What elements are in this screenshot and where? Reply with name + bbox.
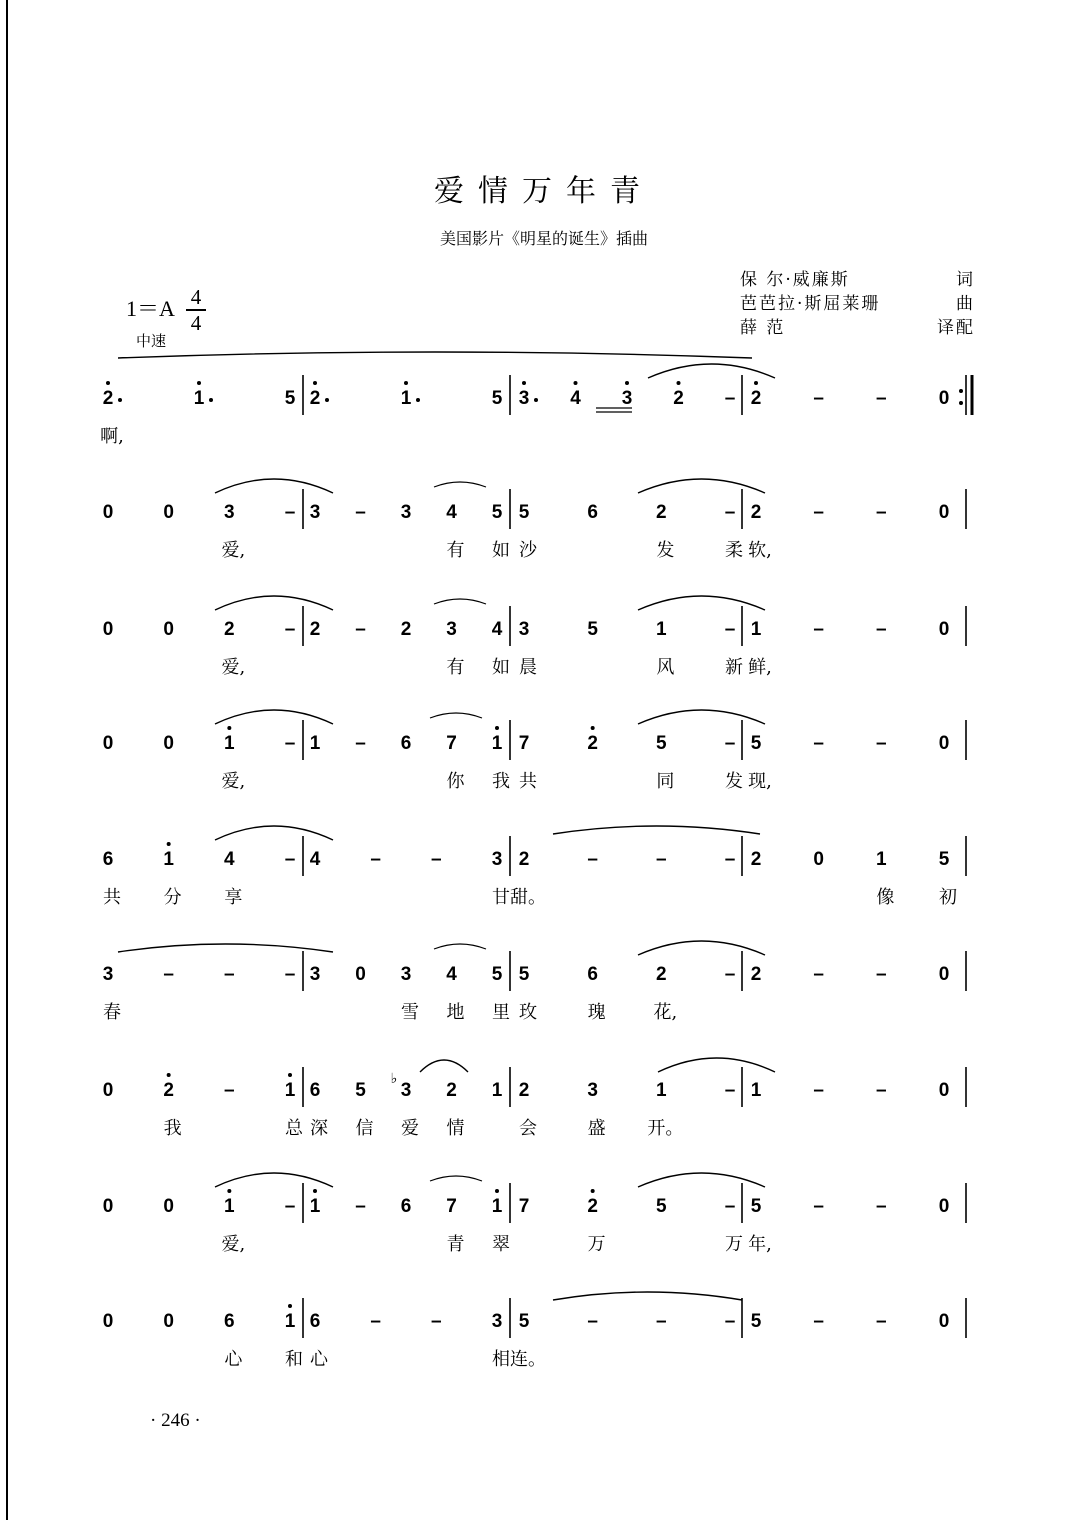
dash-note: – (370, 1311, 381, 1332)
note-digit: 5 (587, 619, 598, 640)
note-digit: 1 (750, 1080, 762, 1101)
note-digit: 0 (938, 1080, 950, 1101)
note-digit: 2 (518, 849, 530, 870)
note-digit: 0 (102, 1080, 114, 1101)
note-digit: 5 (284, 388, 296, 409)
octave-dot (106, 381, 110, 385)
note-digit: 0 (938, 388, 950, 409)
note-digit: 4 (491, 619, 503, 640)
slur-tie (118, 944, 333, 952)
note-digit: 7 (518, 733, 530, 754)
lyric-syllable: 翠 (492, 1234, 510, 1255)
dash-note: – (284, 849, 296, 870)
note-digit: 7 (446, 1196, 457, 1217)
note-digit: 2 (309, 388, 321, 409)
dash-note: – (724, 964, 736, 985)
octave-dot (288, 1073, 292, 1077)
credit-name: 薛 范 (740, 318, 786, 338)
lyric-syllable: 深 (310, 1118, 328, 1139)
octave-dot (677, 381, 681, 385)
note-digit: 2 (587, 733, 598, 754)
dash-note: – (355, 733, 366, 754)
octave-dot (227, 1189, 231, 1193)
triplet-arc (434, 482, 486, 487)
note-digit: 5 (938, 849, 950, 870)
note-digit: 4 (446, 502, 457, 523)
note-digit: 0 (938, 964, 950, 985)
note-digit: 1 (491, 733, 503, 754)
note-digit: 0 (163, 1311, 174, 1332)
note-digit: 3 (518, 388, 530, 409)
note-digit: 4 (309, 849, 321, 870)
note-digit: 1 (750, 619, 762, 640)
note-digit: 1 (309, 1196, 321, 1217)
lyric-syllable: 情 (446, 1118, 465, 1139)
octave-dot (197, 381, 201, 385)
lyric-syllable: 万 (587, 1234, 606, 1255)
note-digit: 1 (284, 1311, 296, 1332)
note-digit: 7 (446, 733, 457, 754)
note-digit: 3 (587, 1080, 598, 1101)
note-digit: 2 (224, 619, 235, 640)
tempo-marking: 中速 (136, 332, 167, 350)
lyric-syllable: 有 (446, 540, 465, 561)
dash-note: – (724, 849, 736, 870)
note-digit: 0 (102, 1311, 114, 1332)
slur-tie (215, 710, 333, 724)
dash-note: – (355, 1196, 366, 1217)
duration-dot (325, 398, 329, 402)
note-digit: 0 (163, 619, 174, 640)
note-digit: 1 (400, 388, 412, 409)
slur-tie (638, 1173, 765, 1187)
lyric-syllable: 万 (725, 1234, 743, 1255)
duration-dot (416, 398, 420, 402)
dash-note: – (813, 502, 824, 523)
lyric-syllable: 像 (876, 887, 895, 908)
dash-note: – (355, 502, 366, 523)
note-digit: 3 (400, 964, 412, 985)
lyric-syllable: 同 (656, 771, 675, 792)
note-digit: 0 (355, 964, 366, 985)
dash-note: – (224, 1080, 235, 1101)
lyric-syllable: 爱, (221, 1234, 246, 1255)
dash-note: – (724, 1311, 736, 1332)
note-digit: 2 (102, 388, 114, 409)
note-digit: 5 (491, 964, 503, 985)
octave-dot (404, 381, 408, 385)
credit-name: 芭芭拉·斯屈莱珊 (740, 294, 881, 314)
note-digit: 1 (224, 733, 235, 754)
note-digit: 2 (518, 1080, 530, 1101)
dash-note: – (724, 1080, 736, 1101)
lyric-syllable: 发 (725, 771, 743, 792)
lyric-syllable: 发 (656, 540, 675, 561)
lyric-syllable: 和 (285, 1349, 303, 1370)
lyric-syllable: 青 (446, 1234, 465, 1255)
dash-note: – (284, 964, 296, 985)
note-digit: 3 (309, 964, 321, 985)
note-digit: 2 (163, 1080, 174, 1101)
dash-note: – (724, 388, 736, 409)
slur-tie (215, 1173, 333, 1187)
dash-note: – (284, 733, 296, 754)
lyric-syllable: 我 (163, 1118, 182, 1139)
lyric-syllable: 爱, (221, 771, 246, 792)
octave-dot (167, 1073, 171, 1077)
time-signature-bottom: 4 (190, 310, 202, 335)
note-digit: 3 (309, 502, 321, 523)
note-digit: 5 (491, 388, 503, 409)
note-digit: 0 (102, 733, 114, 754)
page-number: · 246 · (150, 1410, 201, 1431)
lyric-syllable: 相 (492, 1349, 510, 1370)
note-digit: 2 (309, 619, 321, 640)
note-digit: 2 (750, 964, 762, 985)
note-digit: 3 (400, 502, 412, 523)
note-digit: 5 (750, 1311, 762, 1332)
lyric-syllable: 信 (355, 1118, 374, 1139)
lyric-syllable: 爱, (221, 540, 246, 561)
note-digit: 1 (224, 1196, 235, 1217)
lyric-syllable: 甜。 (510, 887, 546, 908)
octave-dot (288, 1304, 292, 1308)
dash-note: – (587, 849, 598, 870)
dash-note: – (813, 388, 824, 409)
lyric-syllable: 会 (519, 1118, 537, 1139)
lyric-syllable: 鲜, (748, 657, 772, 678)
octave-dot (495, 726, 499, 730)
note-digit: 0 (938, 1196, 950, 1217)
note-digit: 3 (400, 1080, 412, 1101)
lyric-syllable: 玫 (519, 1002, 537, 1023)
note-digit: 4 (446, 964, 457, 985)
octave-dot (625, 381, 629, 385)
triplet-arc (430, 713, 482, 718)
dash-note: – (876, 388, 887, 409)
lyric-syllable: 享 (224, 887, 243, 908)
octave-dot (574, 381, 578, 385)
triplet-arc (434, 599, 486, 604)
dash-note: – (724, 1196, 736, 1217)
note-digit: 0 (102, 502, 114, 523)
credit-name: 保 尔·威廉斯 (740, 270, 850, 290)
dash-note: – (431, 849, 442, 870)
note-digit: 1 (163, 849, 174, 870)
slur-tie (215, 479, 333, 493)
dash-note: – (587, 1311, 598, 1332)
dash-note: – (656, 1311, 667, 1332)
note-digit: 5 (656, 733, 667, 754)
dash-note: – (163, 964, 174, 985)
note-digit: 2 (750, 502, 762, 523)
note-digit: 2 (750, 388, 762, 409)
note-digit: 5 (750, 1196, 762, 1217)
dash-note: – (656, 849, 667, 870)
note-digit: 0 (102, 619, 114, 640)
dash-note: – (813, 1311, 824, 1332)
octave-dot (313, 1189, 317, 1193)
lyric-syllable: 连。 (510, 1349, 546, 1370)
note-digit: 4 (570, 388, 581, 409)
repeat-dot (959, 401, 963, 405)
dash-note: – (724, 619, 736, 640)
lyric-syllable: 瑰 (587, 1002, 606, 1023)
note-digit: 5 (518, 1311, 530, 1332)
triplet-arc (430, 1176, 482, 1181)
octave-dot (313, 381, 317, 385)
lyric-syllable: 有 (446, 657, 465, 678)
lyric-syllable: 年, (748, 1234, 772, 1255)
dash-note: – (876, 619, 887, 640)
slur-tie (215, 596, 333, 610)
dash-note: – (813, 619, 824, 640)
octave-dot (754, 381, 758, 385)
note-digit: 0 (938, 502, 950, 523)
note-digit: 5 (750, 733, 762, 754)
note-digit: 4 (224, 849, 235, 870)
dash-note: – (355, 619, 366, 640)
slur-tie (118, 352, 752, 358)
song-subtitle: 美国影片《明星的诞生》插曲 (439, 229, 648, 248)
note-digit: 7 (518, 1196, 530, 1217)
duration-dot (209, 398, 213, 402)
lyric-syllable: 你 (446, 771, 465, 792)
note-digit: 5 (355, 1080, 366, 1101)
note-digit: 2 (750, 849, 762, 870)
dash-note: – (224, 964, 235, 985)
slur-tie (648, 364, 775, 378)
lyric-syllable: 风 (656, 657, 675, 678)
dash-note: – (876, 1080, 887, 1101)
lyric-syllable: 共 (519, 771, 537, 792)
note-digit: 1 (284, 1080, 296, 1101)
lyric-syllable: 花, (653, 1002, 678, 1023)
dash-note: – (813, 733, 824, 754)
dash-note: – (431, 1311, 442, 1332)
octave-dot (591, 1189, 595, 1193)
lyric-syllable: 如 (492, 540, 510, 561)
lyric-syllable: 初 (939, 887, 957, 908)
note-digit: 6 (587, 502, 598, 523)
dash-note: – (284, 502, 296, 523)
dash-note: – (876, 1196, 887, 1217)
dash-note: – (813, 1080, 824, 1101)
triplet-arc (434, 944, 486, 949)
note-digit: 1 (656, 619, 667, 640)
slur-tie (638, 596, 765, 610)
dash-note: – (284, 1196, 296, 1217)
note-digit: 0 (102, 1196, 114, 1217)
note-digit: 2 (656, 964, 667, 985)
lyric-syllable: 里 (492, 1002, 510, 1023)
slur-tie (638, 479, 765, 493)
octave-dot (227, 726, 231, 730)
lyric-syllable: 爱 (401, 1118, 419, 1139)
note-digit: 5 (656, 1196, 667, 1217)
slur-tie (638, 710, 765, 724)
lyric-syllable: 心 (224, 1349, 243, 1370)
dash-note: – (813, 964, 824, 985)
note-digit: 2 (673, 388, 684, 409)
note-digit: 0 (163, 502, 174, 523)
slur-tie (638, 941, 765, 955)
repeat-dot (959, 389, 963, 393)
note-digit: 3 (446, 619, 457, 640)
dash-note: – (284, 619, 296, 640)
key-signature: 1＝A (126, 296, 175, 321)
lyric-syllable: 春 (103, 1002, 121, 1023)
slur-tie (553, 1292, 742, 1300)
duration-dot (118, 398, 122, 402)
song-title: 爱情万年青 (434, 174, 654, 209)
lyric-syllable: 爱, (221, 657, 246, 678)
lyric-syllable: 分 (163, 887, 182, 908)
note-digit: 2 (587, 1196, 598, 1217)
lyric-syllable: 开。 (647, 1118, 684, 1139)
note-digit: 3 (491, 849, 503, 870)
note-digit: 1 (193, 388, 205, 409)
lyric-syllable: 心 (310, 1349, 328, 1370)
lyric-syllable: 柔 (725, 540, 743, 561)
slur-tie (658, 1058, 775, 1072)
note-digit: 0 (813, 849, 824, 870)
note-digit: 3 (491, 1311, 503, 1332)
lyric-syllable: 晨 (519, 657, 537, 678)
note-digit: 0 (938, 1311, 950, 1332)
note-digit: 0 (938, 733, 950, 754)
note-digit: 5 (518, 964, 530, 985)
slur-tie (420, 1060, 468, 1072)
note-digit: 1 (491, 1080, 503, 1101)
lyric-syllable: 现, (748, 771, 772, 792)
note-digit: 1 (876, 849, 887, 870)
lyric-syllable: 地 (446, 1002, 465, 1023)
octave-dot (522, 381, 526, 385)
lyric-syllable: 如 (492, 657, 510, 678)
note-digit: 0 (938, 619, 950, 640)
note-digit: 2 (400, 619, 412, 640)
dash-note: – (370, 849, 381, 870)
credit-role: 曲 (956, 294, 975, 314)
note-digit: 3 (621, 388, 633, 409)
lyric-syllable: 盛 (587, 1118, 606, 1139)
note-digit: 1 (309, 733, 321, 754)
lyric-syllable: 新 (725, 657, 743, 678)
note-digit: 0 (163, 733, 174, 754)
flat-sign: ♭ (390, 1071, 398, 1087)
octave-dot (591, 726, 595, 730)
note-digit: 2 (656, 502, 667, 523)
lyric-syllable: 总 (285, 1118, 303, 1139)
lyric-syllable: 共 (103, 887, 121, 908)
note-digit: 0 (163, 1196, 174, 1217)
note-digit: 6 (400, 1196, 412, 1217)
credit-role: 词 (956, 270, 975, 290)
note-digit: 2 (446, 1080, 457, 1101)
lyric-syllable: 我 (492, 771, 510, 792)
note-digit: 6 (102, 849, 114, 870)
slur-tie (553, 826, 760, 834)
dash-note: – (876, 502, 887, 523)
lyric-syllable: 啊, (100, 426, 124, 447)
slur-tie (215, 826, 333, 840)
time-signature-top: 4 (190, 285, 202, 309)
note-digit: 3 (224, 502, 235, 523)
note-digit: 6 (309, 1080, 321, 1101)
note-digit: 3 (518, 619, 530, 640)
lyric-syllable: 软, (748, 540, 772, 561)
note-digit: 3 (102, 964, 114, 985)
note-digit: 6 (309, 1311, 321, 1332)
note-digit: 6 (224, 1311, 235, 1332)
note-digit: 6 (400, 733, 412, 754)
dash-note: – (876, 1311, 887, 1332)
note-digit: 1 (656, 1080, 667, 1101)
lyric-syllable: 沙 (519, 540, 537, 561)
note-digit: 6 (587, 964, 598, 985)
credit-role: 译配 (937, 318, 975, 338)
dash-note: – (813, 1196, 824, 1217)
dash-note: – (724, 502, 736, 523)
note-digit: 1 (491, 1196, 503, 1217)
octave-dot (495, 1189, 499, 1193)
dash-note: – (724, 733, 736, 754)
dash-note: – (876, 733, 887, 754)
octave-dot (167, 842, 171, 846)
lyric-syllable: 甘 (492, 887, 510, 908)
note-digit: 5 (518, 502, 530, 523)
note-digit: 5 (491, 502, 503, 523)
lyric-syllable: 雪 (401, 1002, 419, 1023)
dash-note: – (876, 964, 887, 985)
duration-dot (534, 398, 538, 402)
